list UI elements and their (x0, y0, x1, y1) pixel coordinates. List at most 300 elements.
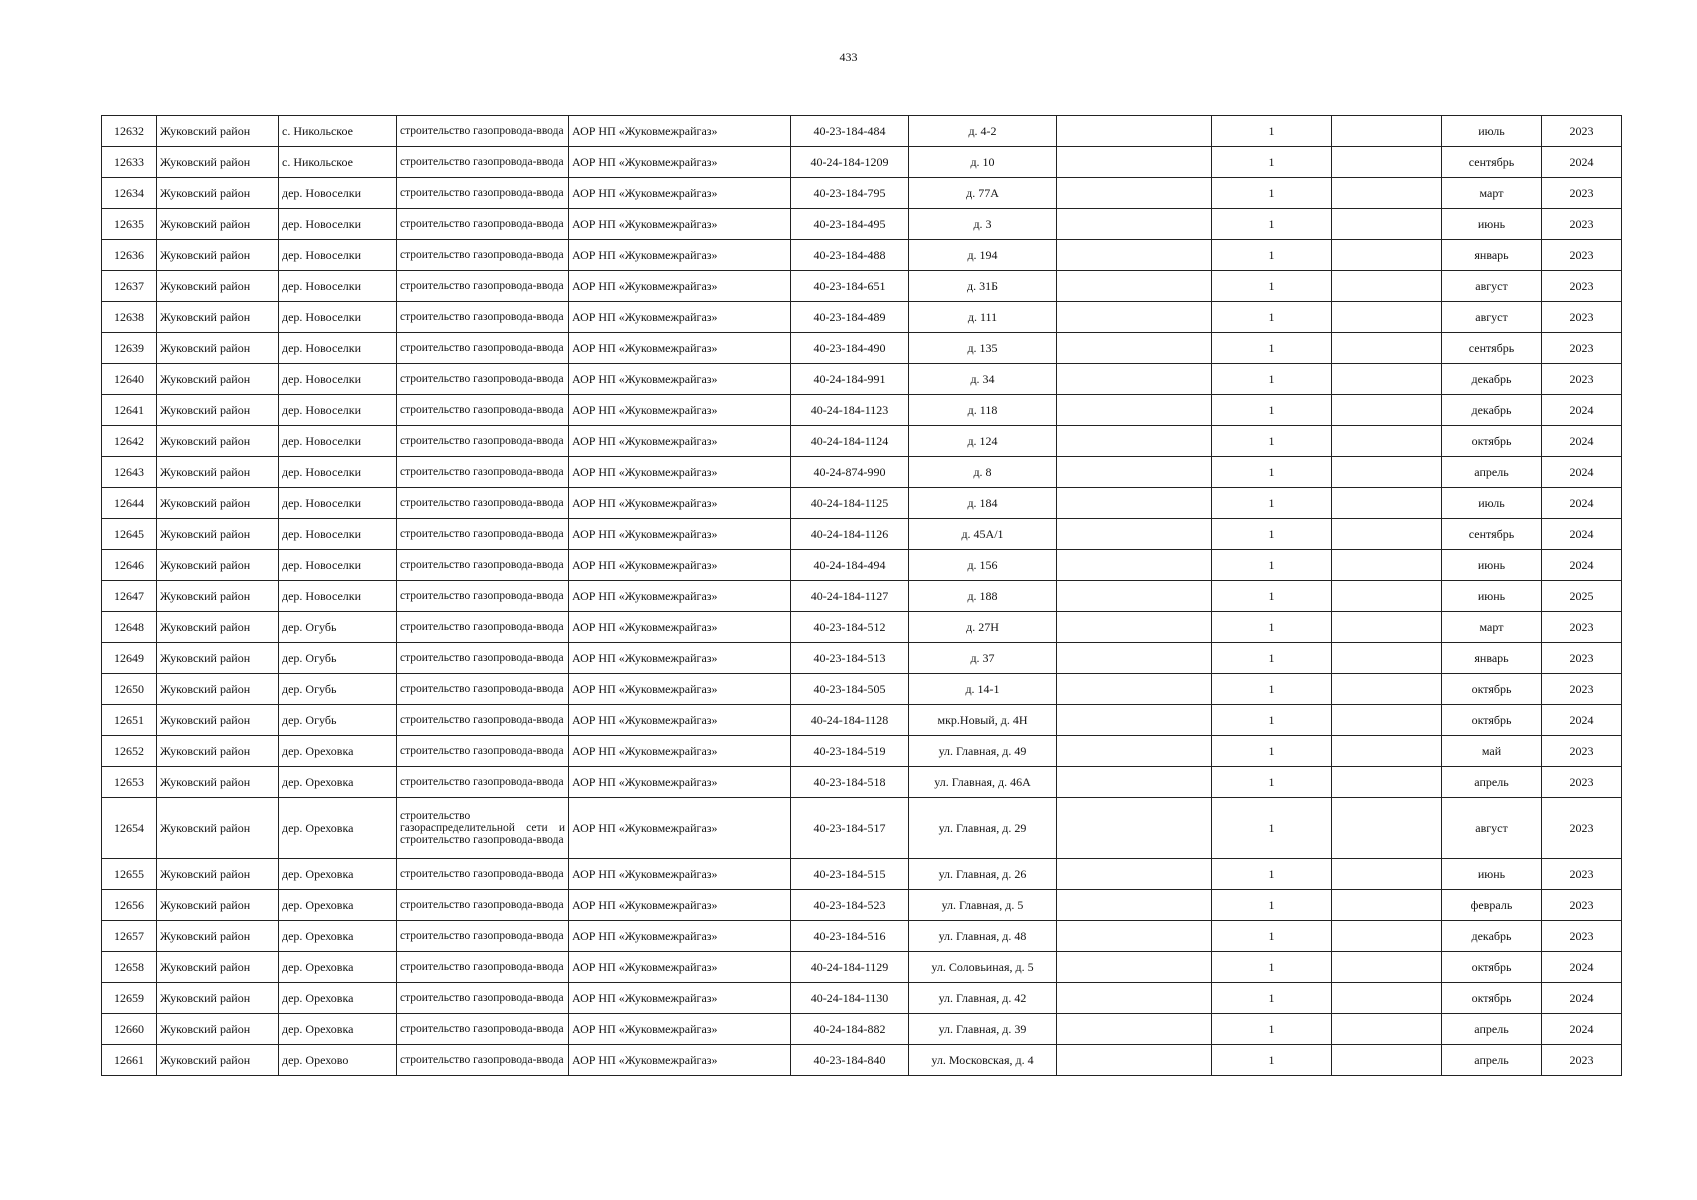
district-cell: Жуковский район (157, 364, 279, 395)
year-cell: 2023 (1542, 767, 1622, 798)
object-code-cell: 40-24-184-1125 (791, 488, 909, 519)
address-cell: д. 31Б (909, 271, 1057, 302)
quantity-cell: 1 (1212, 116, 1332, 147)
work-type-cell: строительство газопровода-ввода (397, 395, 569, 426)
quantity-cell: 1 (1212, 457, 1332, 488)
organization-cell: АОР НП «Жуковмежрайгаз» (569, 581, 791, 612)
work-type-cell: строительство газопровода-ввода (397, 147, 569, 178)
quantity-cell: 1 (1212, 550, 1332, 581)
year-cell: 2024 (1542, 488, 1622, 519)
registry-body (102, 116, 1622, 1076)
year-cell: 2024 (1542, 147, 1622, 178)
work-type-cell: строительство газопровода-ввода (397, 921, 569, 952)
work-type-cell: строительство газопровода-ввода (397, 1014, 569, 1045)
object-code-cell: 40-24-184-1127 (791, 581, 909, 612)
empty-cell (1057, 705, 1212, 736)
month-cell: октябрь (1442, 952, 1542, 983)
work-type-cell: строительство газопровода-ввода (397, 581, 569, 612)
work-type-cell: строительство газопровода-ввода (397, 612, 569, 643)
empty-cell (1332, 1045, 1442, 1076)
year-cell: 2024 (1542, 457, 1622, 488)
quantity-cell: 1 (1212, 364, 1332, 395)
address-cell: д. 124 (909, 426, 1057, 457)
object-code-cell: 40-23-184-517 (791, 798, 909, 859)
object-code-cell: 40-23-184-516 (791, 921, 909, 952)
organization-cell: АОР НП «Жуковмежрайгаз» (569, 240, 791, 271)
locality-cell: дер. Ореховка (279, 859, 397, 890)
year-cell: 2024 (1542, 705, 1622, 736)
row-number: 12641 (102, 395, 157, 426)
organization-cell: АОР НП «Жуковмежрайгаз» (569, 767, 791, 798)
object-code-cell: 40-23-184-488 (791, 240, 909, 271)
district-cell: Жуковский район (157, 612, 279, 643)
address-cell: д. 77А (909, 178, 1057, 209)
year-cell: 2023 (1542, 178, 1622, 209)
locality-cell: дер. Ореховка (279, 736, 397, 767)
empty-cell (1332, 519, 1442, 550)
locality-cell: дер. Новоселки (279, 457, 397, 488)
quantity-cell: 1 (1212, 240, 1332, 271)
table-row (102, 178, 1622, 209)
district-cell: Жуковский район (157, 859, 279, 890)
quantity-cell: 1 (1212, 767, 1332, 798)
quantity-cell: 1 (1212, 705, 1332, 736)
year-cell: 2023 (1542, 271, 1622, 302)
empty-cell (1057, 116, 1212, 147)
year-cell: 2025 (1542, 581, 1622, 612)
address-cell: д. 135 (909, 333, 1057, 364)
quantity-cell: 1 (1212, 209, 1332, 240)
row-number: 12650 (102, 674, 157, 705)
object-code-cell: 40-24-184-1123 (791, 395, 909, 426)
district-cell: Жуковский район (157, 426, 279, 457)
row-number: 12638 (102, 302, 157, 333)
table-row (102, 271, 1622, 302)
empty-cell (1057, 736, 1212, 767)
empty-cell (1057, 178, 1212, 209)
object-code-cell: 40-24-874-990 (791, 457, 909, 488)
address-cell: д. 156 (909, 550, 1057, 581)
empty-cell (1332, 767, 1442, 798)
row-number: 12632 (102, 116, 157, 147)
object-code-cell: 40-24-184-1209 (791, 147, 909, 178)
year-cell: 2023 (1542, 1045, 1622, 1076)
district-cell: Жуковский район (157, 767, 279, 798)
table-row (102, 395, 1622, 426)
object-code-cell: 40-23-184-523 (791, 890, 909, 921)
address-cell: ул. Главная, д. 5 (909, 890, 1057, 921)
empty-cell (1057, 302, 1212, 333)
table-row (102, 209, 1622, 240)
row-number: 12645 (102, 519, 157, 550)
district-cell: Жуковский район (157, 581, 279, 612)
empty-cell (1057, 147, 1212, 178)
table-row (102, 302, 1622, 333)
organization-cell: АОР НП «Жуковмежрайгаз» (569, 798, 791, 859)
locality-cell: дер. Огубь (279, 612, 397, 643)
empty-cell (1332, 302, 1442, 333)
year-cell: 2024 (1542, 983, 1622, 1014)
object-code-cell: 40-23-184-505 (791, 674, 909, 705)
month-cell: июль (1442, 488, 1542, 519)
empty-cell (1332, 488, 1442, 519)
object-code-cell: 40-24-184-1128 (791, 705, 909, 736)
address-cell: д. 118 (909, 395, 1057, 426)
object-code-cell: 40-24-184-1130 (791, 983, 909, 1014)
organization-cell: АОР НП «Жуковмежрайгаз» (569, 952, 791, 983)
organization-cell: АОР НП «Жуковмежрайгаз» (569, 271, 791, 302)
table-row (102, 488, 1622, 519)
year-cell: 2023 (1542, 302, 1622, 333)
locality-cell: с. Никольское (279, 147, 397, 178)
month-cell: апрель (1442, 457, 1542, 488)
empty-cell (1057, 921, 1212, 952)
empty-cell (1332, 550, 1442, 581)
address-cell: д. 3 (909, 209, 1057, 240)
organization-cell: АОР НП «Жуковмежрайгаз» (569, 643, 791, 674)
locality-cell: дер. Новоселки (279, 488, 397, 519)
address-cell: ул. Главная, д. 49 (909, 736, 1057, 767)
month-cell: август (1442, 798, 1542, 859)
row-number: 12655 (102, 859, 157, 890)
work-type-cell: строительство газопровода-ввода (397, 426, 569, 457)
row-number: 12642 (102, 426, 157, 457)
work-type-cell: строительство газораспределительной сети и строительство газопровода-ввода (397, 798, 569, 859)
empty-cell (1332, 1014, 1442, 1045)
month-cell: апрель (1442, 1014, 1542, 1045)
address-cell: д. 34 (909, 364, 1057, 395)
row-number: 12659 (102, 983, 157, 1014)
work-type-cell: строительство газопровода-ввода (397, 674, 569, 705)
quantity-cell: 1 (1212, 302, 1332, 333)
month-cell: октябрь (1442, 705, 1542, 736)
year-cell: 2023 (1542, 240, 1622, 271)
empty-cell (1057, 1014, 1212, 1045)
row-number: 12643 (102, 457, 157, 488)
work-type-cell: строительство газопровода-ввода (397, 271, 569, 302)
address-cell: д. 188 (909, 581, 1057, 612)
address-cell: д. 184 (909, 488, 1057, 519)
quantity-cell: 1 (1212, 983, 1332, 1014)
locality-cell: дер. Новоселки (279, 426, 397, 457)
work-type-cell: строительство газопровода-ввода (397, 488, 569, 519)
year-cell: 2023 (1542, 209, 1622, 240)
year-cell: 2023 (1542, 116, 1622, 147)
row-number: 12636 (102, 240, 157, 271)
address-cell: ул. Соловьиная, д. 5 (909, 952, 1057, 983)
quantity-cell: 1 (1212, 674, 1332, 705)
work-type-cell: строительство газопровода-ввода (397, 364, 569, 395)
table-row (102, 1014, 1622, 1045)
year-cell: 2023 (1542, 333, 1622, 364)
district-cell: Жуковский район (157, 240, 279, 271)
district-cell: Жуковский район (157, 147, 279, 178)
address-cell: д. 10 (909, 147, 1057, 178)
locality-cell: дер. Орехово (279, 1045, 397, 1076)
table-row (102, 333, 1622, 364)
month-cell: июнь (1442, 209, 1542, 240)
quantity-cell: 1 (1212, 798, 1332, 859)
month-cell: май (1442, 736, 1542, 767)
work-type-cell: строительство газопровода-ввода (397, 457, 569, 488)
row-number: 12640 (102, 364, 157, 395)
organization-cell: АОР НП «Жуковмежрайгаз» (569, 519, 791, 550)
locality-cell: дер. Новоселки (279, 302, 397, 333)
organization-cell: АОР НП «Жуковмежрайгаз» (569, 426, 791, 457)
row-number: 12647 (102, 581, 157, 612)
locality-cell: дер. Новоселки (279, 519, 397, 550)
work-type-cell: строительство газопровода-ввода (397, 705, 569, 736)
empty-cell (1057, 333, 1212, 364)
year-cell: 2023 (1542, 364, 1622, 395)
quantity-cell: 1 (1212, 333, 1332, 364)
empty-cell (1057, 209, 1212, 240)
organization-cell: АОР НП «Жуковмежрайгаз» (569, 674, 791, 705)
empty-cell (1057, 550, 1212, 581)
empty-cell (1057, 581, 1212, 612)
quantity-cell: 1 (1212, 426, 1332, 457)
organization-cell: АОР НП «Жуковмежрайгаз» (569, 1045, 791, 1076)
year-cell: 2023 (1542, 890, 1622, 921)
year-cell: 2023 (1542, 859, 1622, 890)
work-type-cell: строительство газопровода-ввода (397, 333, 569, 364)
locality-cell: дер. Новоселки (279, 209, 397, 240)
month-cell: август (1442, 302, 1542, 333)
year-cell: 2023 (1542, 736, 1622, 767)
table-row (102, 643, 1622, 674)
address-cell: ул. Главная, д. 42 (909, 983, 1057, 1014)
empty-cell (1332, 116, 1442, 147)
table-row (102, 921, 1622, 952)
table-row (102, 581, 1622, 612)
work-type-cell: строительство газопровода-ввода (397, 767, 569, 798)
table-row (102, 550, 1622, 581)
locality-cell: дер. Новоселки (279, 271, 397, 302)
row-number: 12637 (102, 271, 157, 302)
year-cell: 2024 (1542, 550, 1622, 581)
empty-cell (1332, 890, 1442, 921)
address-cell: ул. Главная, д. 48 (909, 921, 1057, 952)
table-row (102, 116, 1622, 147)
address-cell: ул. Московская, д. 4 (909, 1045, 1057, 1076)
empty-cell (1332, 952, 1442, 983)
locality-cell: дер. Ореховка (279, 767, 397, 798)
row-number: 12660 (102, 1014, 157, 1045)
empty-cell (1057, 488, 1212, 519)
month-cell: январь (1442, 643, 1542, 674)
work-type-cell: строительство газопровода-ввода (397, 302, 569, 333)
organization-cell: АОР НП «Жуковмежрайгаз» (569, 550, 791, 581)
work-type-cell: строительство газопровода-ввода (397, 240, 569, 271)
empty-cell (1332, 705, 1442, 736)
address-cell: д. 45А/1 (909, 519, 1057, 550)
district-cell: Жуковский район (157, 488, 279, 519)
table-row (102, 364, 1622, 395)
address-cell: ул. Главная, д. 39 (909, 1014, 1057, 1045)
empty-cell (1332, 643, 1442, 674)
organization-cell: АОР НП «Жуковмежрайгаз» (569, 705, 791, 736)
empty-cell (1332, 364, 1442, 395)
locality-cell: с. Никольское (279, 116, 397, 147)
locality-cell: дер. Новоселки (279, 581, 397, 612)
month-cell: октябрь (1442, 983, 1542, 1014)
address-cell: д. 27Н (909, 612, 1057, 643)
row-number: 12634 (102, 178, 157, 209)
year-cell: 2023 (1542, 674, 1622, 705)
table-row (102, 612, 1622, 643)
year-cell: 2023 (1542, 798, 1622, 859)
empty-cell (1332, 581, 1442, 612)
quantity-cell: 1 (1212, 859, 1332, 890)
locality-cell: дер. Ореховка (279, 983, 397, 1014)
work-type-cell: строительство газопровода-ввода (397, 643, 569, 674)
year-cell: 2024 (1542, 952, 1622, 983)
organization-cell: АОР НП «Жуковмежрайгаз» (569, 488, 791, 519)
row-number: 12649 (102, 643, 157, 674)
empty-cell (1057, 457, 1212, 488)
address-cell: д. 4-2 (909, 116, 1057, 147)
work-type-cell: строительство газопровода-ввода (397, 519, 569, 550)
organization-cell: АОР НП «Жуковмежрайгаз» (569, 859, 791, 890)
month-cell: октябрь (1442, 426, 1542, 457)
year-cell: 2024 (1542, 395, 1622, 426)
organization-cell: АОР НП «Жуковмежрайгаз» (569, 364, 791, 395)
work-type-cell: строительство газопровода-ввода (397, 209, 569, 240)
locality-cell: дер. Новоселки (279, 240, 397, 271)
table-row (102, 952, 1622, 983)
row-number: 12657 (102, 921, 157, 952)
table-row (102, 890, 1622, 921)
empty-cell (1332, 271, 1442, 302)
object-code-cell: 40-23-184-484 (791, 116, 909, 147)
table-row (102, 705, 1622, 736)
organization-cell: АОР НП «Жуковмежрайгаз» (569, 736, 791, 767)
quantity-cell: 1 (1212, 581, 1332, 612)
row-number: 12652 (102, 736, 157, 767)
row-number: 12656 (102, 890, 157, 921)
locality-cell: дер. Огубь (279, 705, 397, 736)
district-cell: Жуковский район (157, 983, 279, 1014)
table-row (102, 767, 1622, 798)
month-cell: февраль (1442, 890, 1542, 921)
locality-cell: дер. Ореховка (279, 1014, 397, 1045)
year-cell: 2024 (1542, 1014, 1622, 1045)
row-number: 12644 (102, 488, 157, 519)
object-code-cell: 40-23-184-513 (791, 643, 909, 674)
organization-cell: АОР НП «Жуковмежрайгаз» (569, 116, 791, 147)
month-cell: сентябрь (1442, 333, 1542, 364)
organization-cell: АОР НП «Жуковмежрайгаз» (569, 302, 791, 333)
month-cell: январь (1442, 240, 1542, 271)
locality-cell: дер. Новоселки (279, 550, 397, 581)
month-cell: декабрь (1442, 395, 1542, 426)
quantity-cell: 1 (1212, 488, 1332, 519)
organization-cell: АОР НП «Жуковмежрайгаз» (569, 333, 791, 364)
quantity-cell: 1 (1212, 271, 1332, 302)
district-cell: Жуковский район (157, 209, 279, 240)
locality-cell: дер. Новоселки (279, 395, 397, 426)
year-cell: 2023 (1542, 643, 1622, 674)
month-cell: август (1442, 271, 1542, 302)
month-cell: декабрь (1442, 921, 1542, 952)
organization-cell: АОР НП «Жуковмежрайгаз» (569, 457, 791, 488)
month-cell: декабрь (1442, 364, 1542, 395)
locality-cell: дер. Новоселки (279, 333, 397, 364)
object-code-cell: 40-23-184-651 (791, 271, 909, 302)
quantity-cell: 1 (1212, 1045, 1332, 1076)
empty-cell (1332, 147, 1442, 178)
empty-cell (1057, 643, 1212, 674)
empty-cell (1057, 271, 1212, 302)
empty-cell (1057, 395, 1212, 426)
row-number: 12648 (102, 612, 157, 643)
work-type-cell: строительство газопровода-ввода (397, 550, 569, 581)
object-code-cell: 40-23-184-495 (791, 209, 909, 240)
month-cell: сентябрь (1442, 519, 1542, 550)
month-cell: апрель (1442, 1045, 1542, 1076)
year-cell: 2023 (1542, 612, 1622, 643)
row-number: 12654 (102, 798, 157, 859)
empty-cell (1332, 859, 1442, 890)
object-code-cell: 40-24-184-991 (791, 364, 909, 395)
work-type-cell: строительство газопровода-ввода (397, 1045, 569, 1076)
empty-cell (1057, 612, 1212, 643)
work-type-cell: строительство газопровода-ввода (397, 890, 569, 921)
quantity-cell: 1 (1212, 178, 1332, 209)
quantity-cell: 1 (1212, 890, 1332, 921)
object-code-cell: 40-24-184-494 (791, 550, 909, 581)
table-row (102, 240, 1622, 271)
locality-cell: дер. Новоселки (279, 178, 397, 209)
district-cell: Жуковский район (157, 1014, 279, 1045)
address-cell: ул. Главная, д. 29 (909, 798, 1057, 859)
locality-cell: дер. Огубь (279, 674, 397, 705)
empty-cell (1332, 209, 1442, 240)
locality-cell: дер. Ореховка (279, 952, 397, 983)
table-row (102, 519, 1622, 550)
empty-cell (1057, 519, 1212, 550)
empty-cell (1057, 240, 1212, 271)
object-code-cell: 40-23-184-519 (791, 736, 909, 767)
work-type-cell: строительство газопровода-ввода (397, 178, 569, 209)
quantity-cell: 1 (1212, 519, 1332, 550)
month-cell: март (1442, 612, 1542, 643)
organization-cell: АОР НП «Жуковмежрайгаз» (569, 921, 791, 952)
empty-cell (1332, 736, 1442, 767)
object-code-cell: 40-24-184-1129 (791, 952, 909, 983)
work-type-cell: строительство газопровода-ввода (397, 952, 569, 983)
district-cell: Жуковский район (157, 302, 279, 333)
year-cell: 2024 (1542, 519, 1622, 550)
empty-cell (1057, 674, 1212, 705)
year-cell: 2023 (1542, 921, 1622, 952)
quantity-cell: 1 (1212, 921, 1332, 952)
address-cell: д. 37 (909, 643, 1057, 674)
gasification-registry-table (101, 115, 1622, 1076)
empty-cell (1057, 364, 1212, 395)
object-code-cell: 40-24-184-1126 (791, 519, 909, 550)
table-row (102, 798, 1622, 859)
organization-cell: АОР НП «Жуковмежрайгаз» (569, 209, 791, 240)
organization-cell: АОР НП «Жуковмежрайгаз» (569, 147, 791, 178)
month-cell: апрель (1442, 767, 1542, 798)
row-number: 12661 (102, 1045, 157, 1076)
page-number: 433 (839, 50, 858, 64)
empty-cell (1332, 921, 1442, 952)
empty-cell (1057, 798, 1212, 859)
empty-cell (1057, 890, 1212, 921)
district-cell: Жуковский район (157, 116, 279, 147)
